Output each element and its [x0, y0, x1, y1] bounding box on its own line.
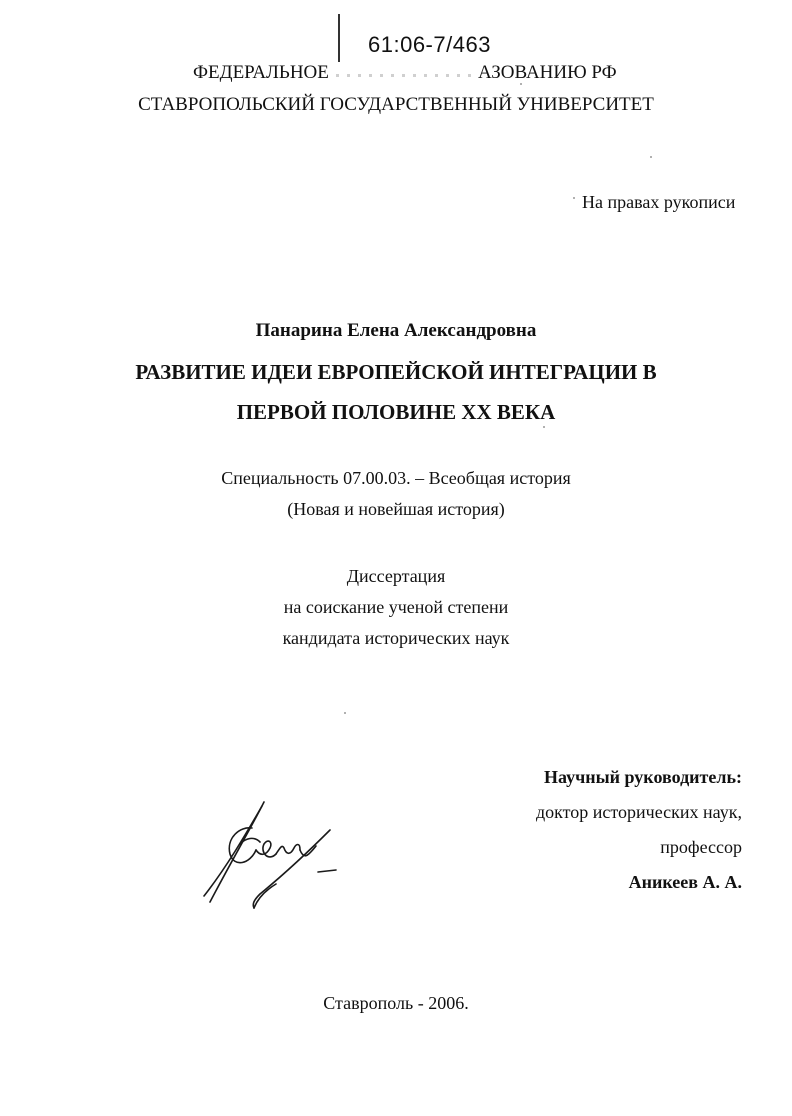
- dissertation-title: [0, 352, 792, 432]
- title-line-2: ПЕРВОЙ ПОЛОВИНЕ XX ВЕКА: [236, 400, 556, 424]
- specialty-code: Специальность 07.00.03. – Всеобщая история: [221, 468, 571, 488]
- scan-speck: [520, 83, 522, 85]
- archive-code: 61:06-7/463: [368, 32, 491, 57]
- degree-name: кандидата исторических наук: [282, 628, 510, 648]
- scan-speck: [650, 156, 652, 158]
- obscured-text-fragment: [336, 74, 476, 77]
- scan-speck: [543, 426, 545, 428]
- degree-block: [0, 561, 792, 654]
- specialty-block: [0, 463, 792, 525]
- supervisor-name: Аникеев А. А.: [628, 872, 742, 892]
- ministry-name-right: АЗОВАНИЮ РФ: [478, 62, 617, 83]
- handwritten-signature-icon: [196, 798, 346, 910]
- author-name: Панарина Елена Александровна: [255, 320, 537, 341]
- archive-stamp-line: [338, 14, 340, 62]
- degree-purpose: на соискание ученой степени: [283, 597, 509, 617]
- document-type: Диссертация: [346, 566, 446, 586]
- university-name: СТАВРОПОЛЬСКИЙ ГОСУДАРСТВЕННЫЙ УНИВЕРСИТЕТ: [138, 94, 654, 115]
- supervisor-heading: Научный руководитель:: [544, 767, 742, 787]
- manuscript-rights-note: На правах рукописи: [582, 192, 736, 212]
- city-and-year: Ставрополь - 2006.: [323, 993, 469, 1013]
- ministry-name-left: ФЕДЕРАЛЬНОЕ: [193, 62, 329, 83]
- supervisor-rank: профессор: [660, 837, 742, 857]
- supervisor-degree: доктор исторических наук,: [536, 802, 742, 822]
- specialty-subfield: (Новая и новейшая история): [287, 499, 505, 519]
- title-line-1: РАЗВИТИЕ ИДЕИ ЕВРОПЕЙСКОЙ ИНТЕГРАЦИИ В: [135, 360, 657, 384]
- scan-speck: [344, 712, 346, 714]
- scan-speck: [573, 197, 575, 199]
- supervisor-block: [536, 760, 742, 900]
